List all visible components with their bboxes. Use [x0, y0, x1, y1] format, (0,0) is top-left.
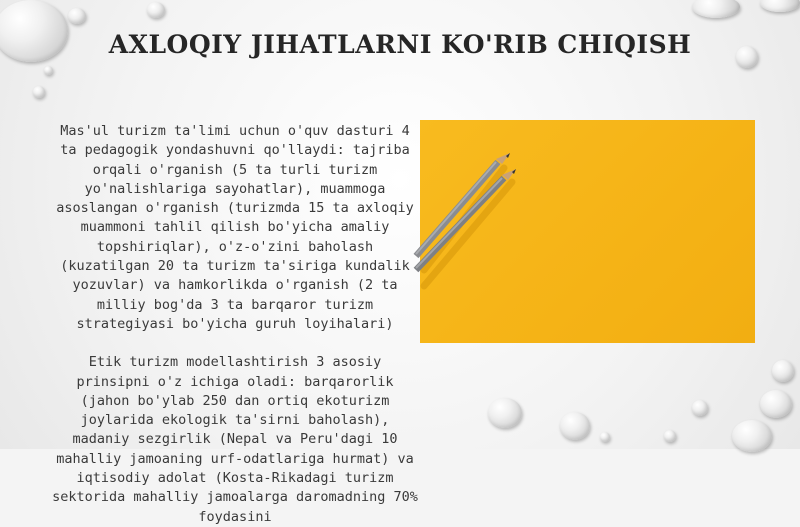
paragraph: Mas'ul turizm ta'limi uchun o'quv dasturi 4 ta pedagogik yondashuvni qo'llaydi: tajriba orqali o'rganish (5 ta turli turizm yo'nalishlariga sayohatlar), muammoga asoslangan o'rganish (turizmda 15 ta axloqiy muammoni tahlil qilish bo'yicha amaliy topshiriqlar), o'z-o'zini baholash (kuzatilgan 20 ta turizm ta'siriga kundalik yozuvlar) va hamkorlikda o'rganish (2 ta milliy bog'da 3 ta barqaror turizm strategiyasi bo'yicha guruh loyihalari) [56, 123, 414, 332]
water-droplet [732, 420, 772, 452]
paragraph: Etik turizm modellashtirish 3 asosiy prinsipni o'z ichiga oladi: barqarorlik (jahon bo'ylab 250 dan ortiq ekoturizm joylarida ekologik ta'sirni baholash), madaniy sezgirlik (Nepal va Peru'dagi 10 mahalliy jamoaning urf-odatlariga hurmat) va iqtisodiy adolat (Kosta-Rikadagi turizm sektorida mahalliy jamoalarga daromadning 70% foydasini [52, 354, 418, 525]
water-droplet [772, 360, 794, 382]
water-droplet [488, 398, 522, 428]
water-droplet [33, 86, 45, 98]
slide-title: AXLOQIY JIHATLARNI KO'RIB CHIQISH [108, 30, 692, 59]
water-droplet [147, 2, 165, 18]
pencils-illustration [420, 120, 755, 343]
pencil [416, 178, 504, 270]
water-droplet [692, 400, 708, 416]
water-droplet [600, 432, 610, 442]
water-droplet [44, 66, 53, 75]
water-droplet [68, 8, 86, 24]
pencils-photo [420, 120, 755, 343]
water-droplet [664, 430, 676, 442]
water-droplet [560, 412, 590, 440]
slide-body [52, 122, 418, 525]
water-droplet [760, 390, 792, 418]
